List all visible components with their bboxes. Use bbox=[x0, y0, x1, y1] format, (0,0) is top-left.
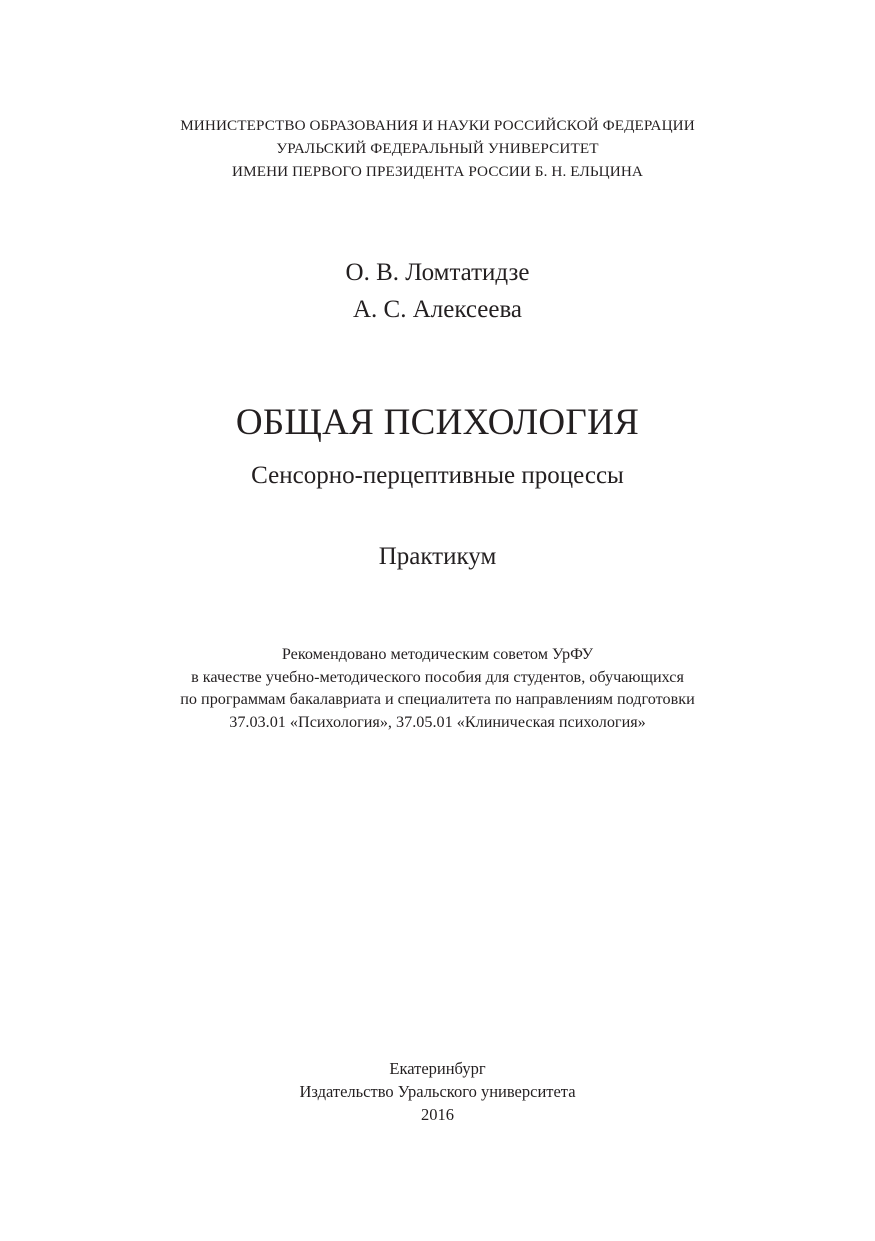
recommendation-line: 37.03.01 «Психология», 37.05.01 «Клиническая психология» bbox=[229, 712, 646, 731]
institution-header bbox=[0, 114, 875, 183]
imprint-publisher: Издательство Уральского университета bbox=[299, 1082, 576, 1101]
ministry-name: МИНИСТЕРСТВО ОБРАЗОВАНИЯ И НАУКИ РОССИЙСКОЙ ФЕДЕРАЦИИ bbox=[180, 117, 695, 134]
author-name: А. С. Алексеева bbox=[352, 296, 523, 323]
author-name: О. В. Ломтатидзе bbox=[345, 259, 530, 286]
university-dedication: ИМЕНИ ПЕРВОГО ПРЕЗИДЕНТА РОССИИ Б. Н. ЕЛЬЦИНА bbox=[232, 163, 643, 180]
recommendation-line: в качестве учебно-методического пособия для студентов, обучающихся bbox=[191, 667, 684, 686]
recommendation-line: Рекомендовано методическим советом УрФУ bbox=[281, 645, 594, 663]
document-type: Практикум bbox=[378, 543, 497, 570]
imprint-city: Екатеринбург bbox=[389, 1059, 486, 1078]
imprint-year: 2016 bbox=[421, 1105, 454, 1124]
authors bbox=[0, 254, 875, 328]
recommendation-line: по программам бакалавриата и специалитета по направлениям подготовки bbox=[180, 690, 695, 708]
recommendation-note bbox=[0, 643, 875, 733]
book-title: ОБЩАЯ ПСИХОЛОГИЯ bbox=[235, 402, 640, 443]
book-subtitle: Сенсорно-перцептивные процессы bbox=[251, 462, 624, 489]
imprint bbox=[0, 1057, 875, 1126]
university-name: УРАЛЬСКИЙ ФЕДЕРАЛЬНЫЙ УНИВЕРСИТЕТ bbox=[276, 140, 599, 157]
